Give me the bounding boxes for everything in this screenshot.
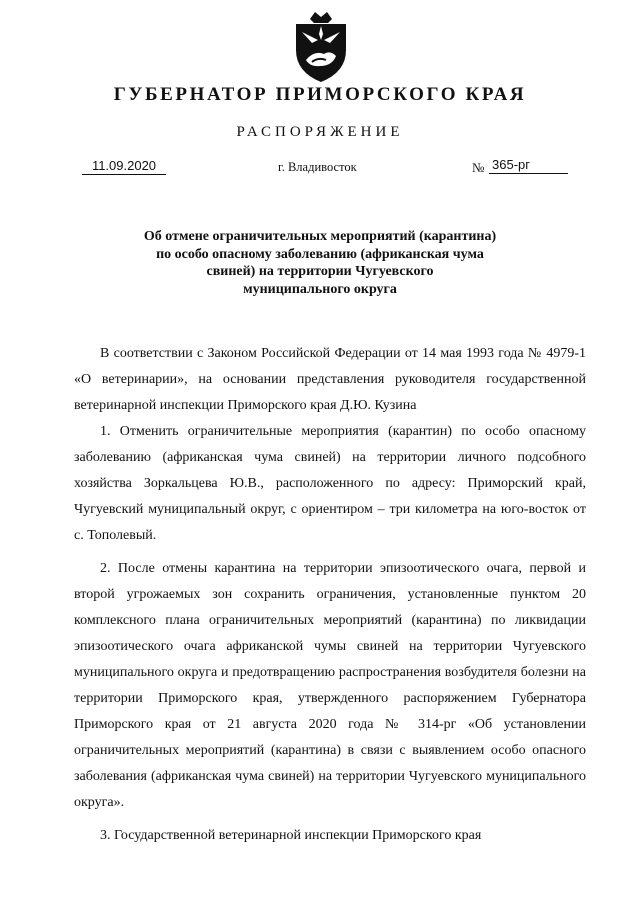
clause-3-paragraph: 3. Государственной ветеринарной инспекции Приморского края <box>100 828 482 843</box>
clause-1-paragraph: 1. Отменить ограничительные мероприятия (карантин) по особо опасному заболеванию (африканская чума свиней) на территории личного подсобного хозяйства Зоркальцева Ю.В., расположенного по адресу: Приморский край, Чугуевский муниципальный округ, с ориентиром – три километра на юго-восток от с. Тополевый. <box>74 424 586 543</box>
preamble-paragraph: В соответствии с Законом Российской Федерации от 14 мая 1993 года № 4979-1 «О ветеринарии», на основании представления руководителя государственной ветеринарной инспекции Приморского края Д.Ю. Кузина <box>74 346 586 413</box>
heading-line: по особо опасному заболеванию (африканская чума <box>156 246 484 262</box>
document-type: РАСПОРЯЖЕНИЕ <box>236 124 404 140</box>
coat-of-arms-icon <box>290 10 352 84</box>
number-sign: № <box>472 160 485 175</box>
document-city: г. Владивосток <box>278 160 357 174</box>
heading-line: свиней) на территории Чугуевского <box>206 264 434 279</box>
document-heading <box>120 228 520 298</box>
clause-2-paragraph: 2. После отмены карантина на территории эпизоотического очага, первой и второй угрожаемых зон сохранить ограничения, установленные пунктом 20 комплексного плана ограничительных мероприятий (карантина) по ликвидации эпизоотического очага африканской чумы свиней на территории Чугуевского муниципального округа и предотвращению распространения возбудителя болезни на территории Приморского края, утвержденного распоряжением Губернатора Приморского края от 21 августа 2020 года № 314-рг «Об установлении ограничительных мероприятий (карантина) в связи с выявлением особо опасного заболевания (африканская чума свиней) на территории Чугуевского муниципального округа». <box>74 561 586 810</box>
document-number: 365-рг <box>489 157 568 174</box>
authority-title: ГУБЕРНАТОР ПРИМОРСКОГО КРАЯ <box>113 84 527 105</box>
heading-line: Об отмене ограничительных мероприятий (карантина) <box>143 229 497 244</box>
heading-line: муниципального округа <box>243 281 397 297</box>
document-body <box>74 341 586 849</box>
document-date: 11.09.2020 <box>82 158 166 175</box>
